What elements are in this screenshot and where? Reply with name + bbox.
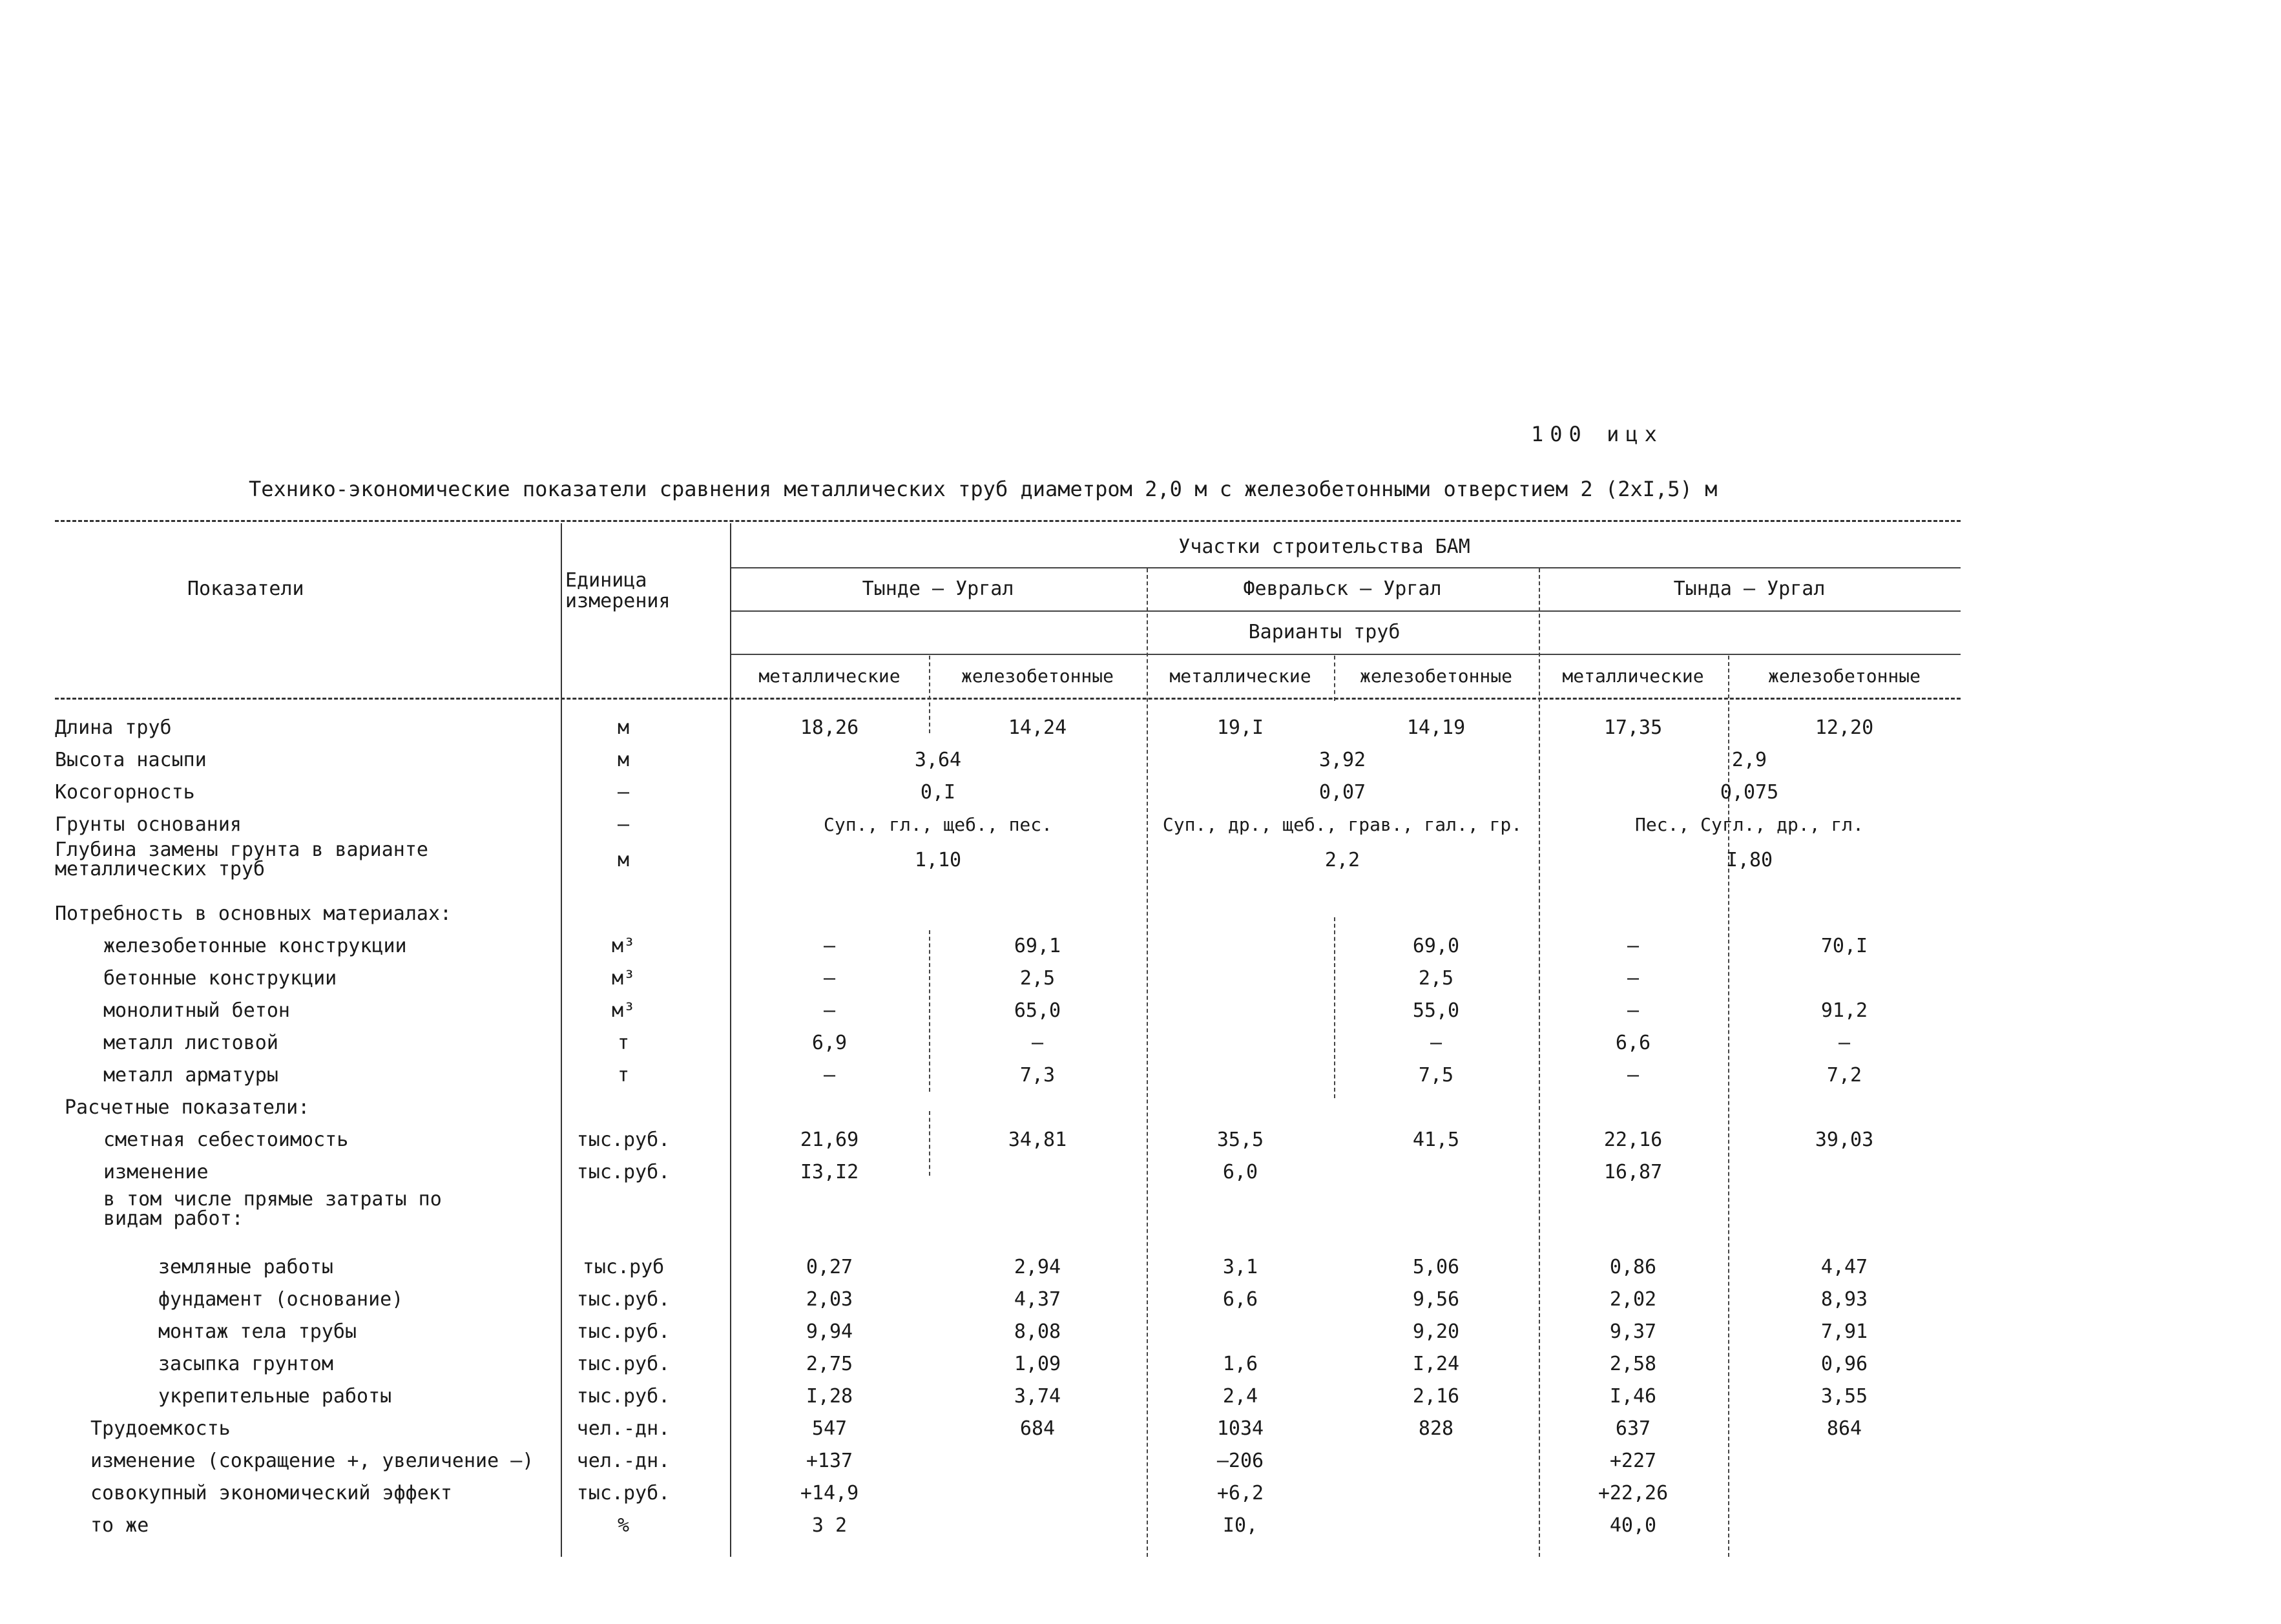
- row-cell-value: +22,26: [1598, 1482, 1669, 1504]
- row-cell-value: 3,1: [1222, 1256, 1258, 1278]
- row-cell-value: 65,0: [1014, 999, 1061, 1022]
- row-cell-value: 12,20: [1815, 716, 1874, 739]
- row-cell-value: 6,6: [1615, 1032, 1651, 1054]
- rule-variants-title: [730, 610, 1961, 612]
- row-cell-value: –: [1838, 1032, 1851, 1054]
- row-label: железобетонные конструкции: [103, 935, 407, 957]
- row-cell-value: 19,I: [1216, 716, 1264, 739]
- row-cell-value: I,24: [1412, 1353, 1460, 1375]
- vline-col2c: [929, 1111, 930, 1176]
- row-label: Потребность в основных материалах:: [55, 902, 452, 925]
- row-label: изменение: [103, 1161, 209, 1183]
- row-unit: –: [617, 813, 630, 836]
- row-cell-value: 2,03: [806, 1288, 853, 1311]
- row-label: совокупный экономический эффект: [90, 1482, 452, 1504]
- row-cell-value: 547: [811, 1417, 848, 1440]
- row-merged-value: 0,07: [1318, 781, 1366, 804]
- row-cell-value: 6,9: [811, 1032, 848, 1054]
- row-merged-value: 2,2: [1324, 849, 1360, 871]
- row-cell-value: 14,19: [1406, 716, 1466, 739]
- rule-header-bottom: [55, 698, 1961, 700]
- vline-col2: [929, 656, 930, 733]
- row-merged-value: 3,92: [1318, 749, 1366, 771]
- row-cell-value: 9,20: [1412, 1320, 1460, 1343]
- row-cell-value: 637: [1615, 1417, 1651, 1440]
- header-unit-2: измерения: [565, 590, 671, 612]
- row-label: Глубина замены грунта в варианте металлических труб: [55, 838, 428, 880]
- row-cell-value: 4,47: [1820, 1256, 1868, 1278]
- row-unit: тыс.руб: [582, 1256, 665, 1278]
- row-label: изменение (сокращение +, увеличение –): [90, 1450, 534, 1472]
- row-unit: тыс.руб.: [576, 1320, 671, 1343]
- row-unit: м³: [611, 935, 636, 957]
- row-merged-value: 1,10: [914, 849, 962, 871]
- vline-col4: [1334, 656, 1335, 701]
- row-cell-value: +137: [806, 1450, 853, 1472]
- header-section-1: Тынде – Ургал: [862, 578, 1014, 600]
- row-merged-value: 0,075: [1720, 781, 1779, 804]
- row-label: земляные работы: [158, 1256, 333, 1278]
- row-cell-value: 69,0: [1412, 935, 1460, 957]
- row-cell-value: +227: [1609, 1450, 1657, 1472]
- header-variant-4: железобетонные: [1359, 665, 1513, 687]
- row-cell-value: I3,I2: [800, 1161, 859, 1183]
- row-cell-value: –: [1031, 1032, 1044, 1054]
- row-label: в том числе прямые затраты по видам работ:: [103, 1188, 442, 1230]
- row-cell-value: 7,3: [1019, 1064, 1056, 1087]
- row-cell-value: –: [823, 1064, 836, 1087]
- row-cell-value: 7,5: [1418, 1064, 1454, 1087]
- row-merged-value: 0,I: [920, 781, 956, 804]
- row-label: металл листовой: [103, 1032, 278, 1054]
- vline-col4b: [1334, 917, 1335, 1098]
- row-cell-value: 3,55: [1820, 1385, 1868, 1408]
- row-cell-value: 1034: [1216, 1417, 1264, 1440]
- row-cell-value: 9,94: [806, 1320, 853, 1343]
- header-variant-3: металлические: [1169, 665, 1311, 687]
- row-cell-value: I,46: [1609, 1385, 1657, 1408]
- row-unit: чел.-дн.: [576, 1450, 671, 1472]
- row-cell-value: 3 2: [811, 1514, 848, 1537]
- row-label: Высота насыпи: [55, 749, 207, 771]
- row-cell-value: 2,58: [1609, 1353, 1657, 1375]
- row-cell-value: 22,16: [1603, 1129, 1663, 1151]
- row-cell-value: 0,27: [806, 1256, 853, 1278]
- row-cell-value: 1,09: [1014, 1353, 1061, 1375]
- row-cell-value: 69,1: [1014, 935, 1061, 957]
- row-label: сметная себестоимость: [103, 1129, 349, 1151]
- row-merged-value: 2,9: [1731, 749, 1767, 771]
- row-label: то же: [90, 1514, 149, 1537]
- vline-unit-left: [561, 523, 562, 1557]
- row-cell-value: 0,86: [1609, 1256, 1657, 1278]
- row-cell-value: 8,93: [1820, 1288, 1868, 1311]
- row-cell-value: 34,81: [1008, 1129, 1067, 1151]
- header-variant-6: железобетонные: [1767, 665, 1921, 687]
- row-unit: м: [617, 849, 630, 871]
- row-cell-value: 2,75: [806, 1353, 853, 1375]
- row-cell-value: 2,4: [1222, 1385, 1258, 1408]
- row-unit: м: [617, 716, 630, 739]
- row-label: Длина труб: [55, 716, 172, 739]
- row-unit: тыс.руб.: [576, 1482, 671, 1504]
- table-title: Технико-экономические показатели сравнения металлических труб диаметром 2,0 м с железобетонными отверстием 2 (2хI,5) м: [249, 477, 1718, 501]
- header-variants-title: Варианты труб: [1248, 621, 1401, 643]
- header-sections-title: Участки строительства БАМ: [1178, 536, 1470, 558]
- vline-col2b: [929, 930, 930, 1092]
- row-cell-value: 14,24: [1008, 716, 1067, 739]
- header-unit-1: Единица: [565, 569, 647, 592]
- row-cell-value: 864: [1826, 1417, 1862, 1440]
- rule-variants: [730, 654, 1961, 655]
- header-section-2: Февральск – Ургал: [1243, 578, 1442, 600]
- row-cell-value: –: [1627, 967, 1640, 990]
- row-cell-value: –: [1627, 935, 1640, 957]
- row-cell-value: 21,69: [800, 1129, 859, 1151]
- row-label: монолитный бетон: [103, 999, 290, 1022]
- row-label: Трудоемкость: [90, 1417, 231, 1440]
- row-cell-value: 6,6: [1222, 1288, 1258, 1311]
- row-cell-value: 1,6: [1222, 1353, 1258, 1375]
- row-label: Расчетные показатели:: [65, 1096, 310, 1119]
- row-unit: м: [617, 749, 630, 771]
- vline-unit-right: [730, 523, 731, 1557]
- row-cell-value: 6,0: [1222, 1161, 1258, 1183]
- row-cell-value: 9,56: [1412, 1288, 1460, 1311]
- header-variant-5: металлические: [1562, 665, 1704, 687]
- row-merged-value: 3,64: [914, 749, 962, 771]
- vline-sec3: [1539, 568, 1540, 1557]
- row-cell-value: –: [1627, 999, 1640, 1022]
- row-unit: тыс.руб.: [576, 1385, 671, 1408]
- row-label: укрепительные работы: [158, 1385, 392, 1408]
- row-unit: тыс.руб.: [576, 1161, 671, 1183]
- row-cell-value: –: [1430, 1032, 1443, 1054]
- row-label: фундамент (основание): [158, 1288, 404, 1311]
- row-cell-value: 2,5: [1418, 967, 1454, 990]
- row-cell-value: +14,9: [800, 1482, 859, 1504]
- row-merged-value: Пес., Сугл., др., гл.: [1634, 814, 1864, 835]
- row-cell-value: 9,37: [1609, 1320, 1657, 1343]
- row-cell-value: 17,35: [1603, 716, 1663, 739]
- row-cell-value: +6,2: [1216, 1482, 1264, 1504]
- row-label: бетонные конструкции: [103, 967, 337, 990]
- row-cell-value: 2,5: [1019, 967, 1056, 990]
- header-variant-2: железобетонные: [961, 665, 1114, 687]
- row-unit: тыс.руб.: [576, 1129, 671, 1151]
- row-unit: –: [617, 781, 630, 804]
- row-cell-value: 16,87: [1603, 1161, 1663, 1183]
- row-merged-value: Суп., гл., щеб., пес.: [823, 814, 1053, 835]
- row-label: Грунты основания: [55, 813, 242, 836]
- row-unit: тыс.руб.: [576, 1353, 671, 1375]
- row-cell-value: 18,26: [800, 716, 859, 739]
- row-cell-value: –: [823, 967, 836, 990]
- row-label: Косогорность: [55, 781, 195, 804]
- row-label: засыпка грунтом: [158, 1353, 333, 1375]
- row-unit: тыс.руб.: [576, 1288, 671, 1311]
- page-label: 100 ицх: [1531, 422, 1663, 446]
- row-merged-value: I,80: [1725, 849, 1773, 871]
- row-cell-value: 4,37: [1014, 1288, 1061, 1311]
- row-cell-value: –: [823, 935, 836, 957]
- vline-sec2: [1147, 568, 1148, 1557]
- row-unit: т: [617, 1064, 630, 1087]
- row-cell-value: 8,08: [1014, 1320, 1061, 1343]
- row-cell-value: 3,74: [1014, 1385, 1061, 1408]
- row-cell-value: 0,96: [1820, 1353, 1868, 1375]
- row-cell-value: –: [1627, 1064, 1640, 1087]
- header-indicators: Показатели: [187, 578, 304, 600]
- row-cell-value: –: [823, 999, 836, 1022]
- row-cell-value: I0,: [1222, 1514, 1258, 1537]
- row-unit: чел.-дн.: [576, 1417, 671, 1440]
- header-section-3: Тында – Ургал: [1673, 578, 1826, 600]
- row-cell-value: 684: [1019, 1417, 1056, 1440]
- row-cell-value: 5,06: [1412, 1256, 1460, 1278]
- row-cell-value: 91,2: [1820, 999, 1868, 1022]
- row-cell-value: 2,02: [1609, 1288, 1657, 1311]
- row-cell-value: –206: [1216, 1450, 1264, 1472]
- row-cell-value: 40,0: [1609, 1514, 1657, 1537]
- row-cell-value: 828: [1418, 1417, 1454, 1440]
- row-cell-value: 35,5: [1216, 1129, 1264, 1151]
- row-cell-value: 7,91: [1820, 1320, 1868, 1343]
- row-cell-value: 70,I: [1820, 935, 1868, 957]
- rule-top: [55, 520, 1961, 522]
- row-cell-value: 7,2: [1826, 1064, 1862, 1087]
- row-cell-value: I,28: [806, 1385, 853, 1408]
- row-label: металл арматуры: [103, 1064, 278, 1087]
- row-label: монтаж тела трубы: [158, 1320, 357, 1343]
- row-merged-value: Суп., др., щеб., грав., гал., гр.: [1162, 814, 1523, 835]
- rule-sections: [730, 567, 1961, 568]
- row-cell-value: 41,5: [1412, 1129, 1460, 1151]
- row-unit: %: [617, 1514, 630, 1537]
- row-cell-value: 39,03: [1815, 1129, 1874, 1151]
- row-cell-value: 2,16: [1412, 1385, 1460, 1408]
- row-cell-value: 2,94: [1014, 1256, 1061, 1278]
- row-cell-value: 55,0: [1412, 999, 1460, 1022]
- row-unit: т: [617, 1032, 630, 1054]
- row-unit: м³: [611, 999, 636, 1022]
- header-variant-1: металлические: [758, 665, 901, 687]
- row-unit: м³: [611, 967, 636, 990]
